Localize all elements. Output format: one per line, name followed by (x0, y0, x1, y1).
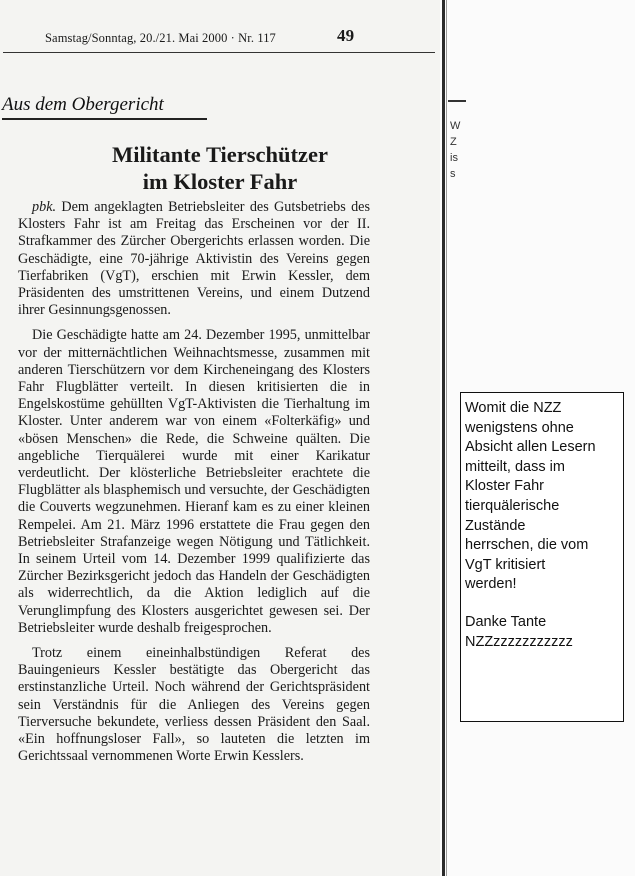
section-rubric: Aus dem Obergericht (2, 94, 164, 115)
rubric-underline (2, 118, 207, 120)
issue-date: Samstag/Sonntag, 20./21. Mai 2000 · Nr. 117 (45, 31, 276, 45)
edge-fragment: W (450, 120, 461, 132)
headline-line-2: im Kloster Fahr (142, 169, 298, 194)
note-line: Zustände (465, 517, 526, 534)
note-line: Kloster Fahr (465, 478, 544, 495)
page-number: 49 (337, 26, 355, 45)
article-body (18, 199, 370, 774)
article-headline (20, 141, 420, 195)
annotation-box (460, 392, 624, 722)
note-closing-2: NZZzzzzzzzzzzz (465, 633, 573, 650)
note-closing-1: Danke Tante (465, 613, 547, 630)
note-line: wenigstens ohne (465, 419, 574, 436)
article-paragraph-2: Die Geschädigte hatte am 24. Dezember 1995, unmittelbar vor der mitternächtlichen Weihnachtsmesse, zusammen mit anderen Tierschützern vor dem Kircheneingang des Klosters Fahr Flugblätter verteilt. In diesen kritisierten die in Engelskostüme gehüllten VgT-Aktivisten die Tierhaltung im Kloster. Unter anderem war von einem «Folterkäfig» und «bösen Menschen» die Rede, die Schweine quälten. Die angebliche Tierquälerei wurde mit einer Karikatur verdeutlicht. Der klösterliche Betriebsleiter erachtete die Flugblätter als blasphemisch und versuchte, der Geschädigten die Couverts wegzunehmen. Hieranf kam es zu einer kleinen Rempelei. Am 21. März 1996 erstattete die Frau gegen den Betriebsleiter Strafanzeige wegen Nötigung und Tätlichkeit. In seinem Urteil vom 14. Dezember 1999 qualifizierte das Zürcher Bezirksgericht jedoch das Handeln der Geschädigten als widerrechtlich, da die Aktion lediglich auf die Verunglimpfung des Klosters ausgerichtet gewesen sei. Der Betriebsleiter wurde deshalb freigesprochen. (18, 327, 370, 636)
note-line: mitteilt, dass im (465, 458, 565, 475)
author-signature: pbk. (32, 199, 57, 215)
headline-line-1: Militante Tierschützer (112, 142, 328, 167)
edge-fragment: is (450, 152, 458, 164)
clipping-edge-shadow (446, 0, 447, 876)
note-line: Womit die NZZ (465, 400, 562, 416)
header-rule (3, 52, 435, 53)
adjacent-page-rule (448, 100, 466, 102)
article-paragraph-3: Trotz einem eineinhalbstündigen Referat des Bauingenieurs Kessler bestätigte das Obergericht das erstinstanzliche Urteil. Noch während der Gerichtspräsident sein Verständnis für die Anliegen des Vereins gegen Tierversuche bekundete, verliess dessen Präsident den Saal. «Ein hoffnungsloser Fall», so lauteten die letzten im Gerichtssaal vernommenen Worte Erwin Kesslers. (18, 645, 370, 765)
note-line: Absicht allen Lesern (465, 439, 596, 456)
edge-fragment: s (450, 168, 456, 180)
note-line: tierquälerische (465, 497, 560, 514)
note-spacer (465, 595, 619, 613)
note-line: herrschen, die vom (465, 537, 589, 554)
note-line: VgT kritisiert (465, 556, 546, 573)
adjacent-page-fragments (450, 118, 466, 182)
page-header (45, 26, 375, 48)
clipping-edge (442, 0, 445, 876)
edge-fragment: Z (450, 136, 457, 148)
article-paragraph-1 (18, 199, 370, 319)
note-line: werden! (465, 576, 517, 593)
paragraph-1-text: Dem angeklagten Betriebsleiter des Gutsbetriebs des Klosters Fahr ist am Freitag das Erscheinen vor der II. Strafkammer des Zürcher Obergerichts erlassen worden. Die Geschädigte, eine 70-jährige Aktivistin des Vereins gegen Tierfabriken (VgT), erschien mit Erwin Kessler, dem Präsidenten des umstrittenen Vereins, und einem Dutzend ihrer Gesinnungsgenossen. (18, 199, 370, 319)
